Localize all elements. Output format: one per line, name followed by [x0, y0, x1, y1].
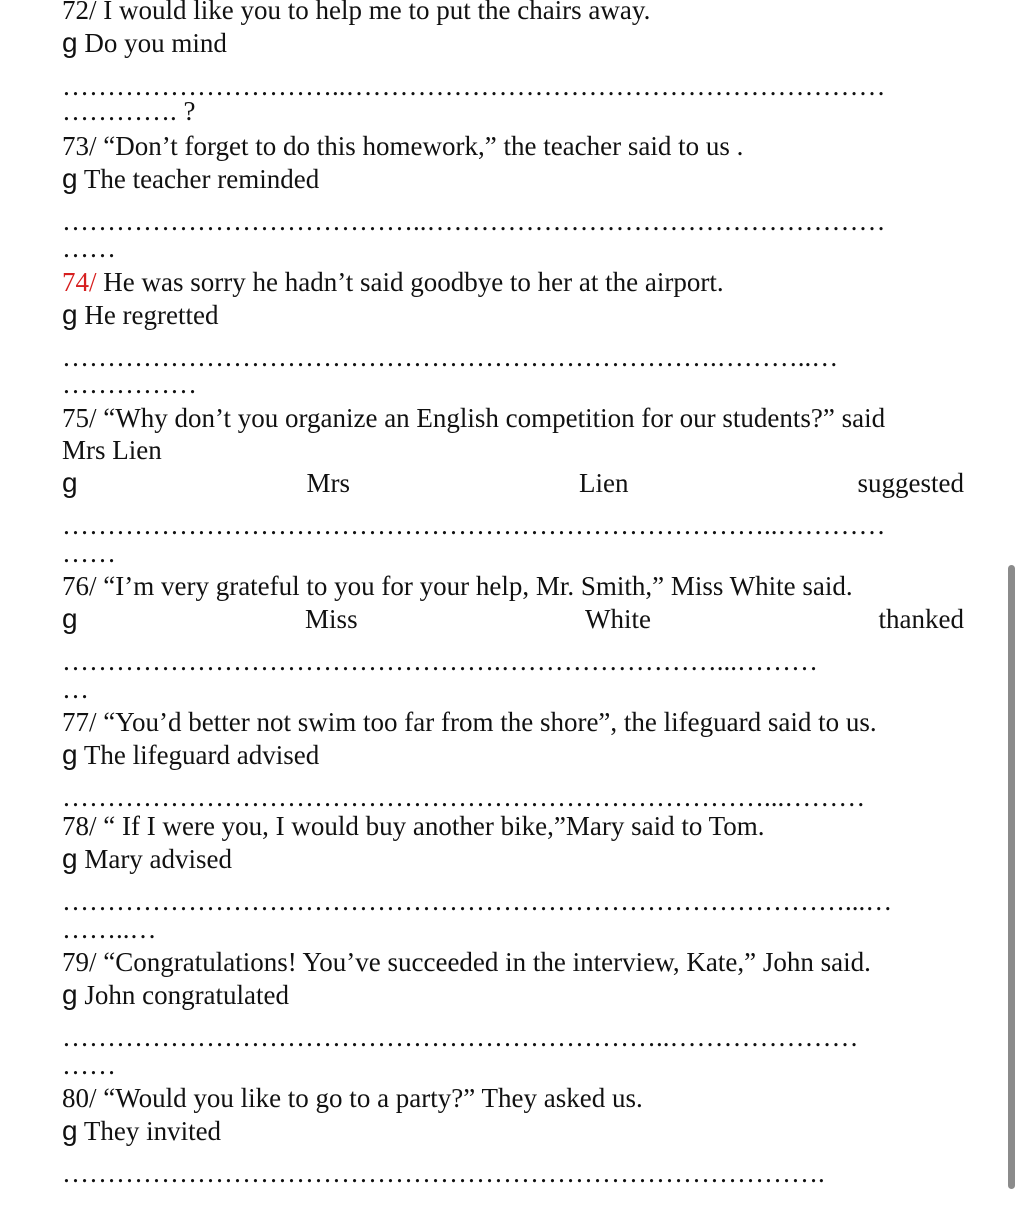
prompt-text: “Congratulations! You’ve succeeded in the interview, Kate,” John said. [103, 947, 871, 977]
exercise-number: 72/ [62, 0, 97, 25]
exercise-number: 73/ [62, 131, 97, 161]
prompt-text: “You’d better not swim too far from the shore”, the lifeguard said to us. [103, 707, 877, 737]
starter-text: The lifeguard advised [83, 740, 320, 770]
starter-text: The teacher reminded [83, 164, 320, 194]
rewrite-starter [62, 603, 964, 635]
answer-line[interactable]: ……………………………………………………………….………..… [62, 342, 839, 372]
exercise-prompt [62, 810, 962, 842]
answer-line-continuation[interactable]: ……..… [62, 914, 157, 944]
answer-line-continuation[interactable]: …… [62, 538, 116, 568]
arrow-icon: g [62, 299, 78, 330]
answer-line-continuation[interactable]: …………. ? [62, 96, 196, 126]
starter-text: Do you mind [84, 28, 227, 58]
starter-text: They invited [83, 1116, 222, 1146]
starter-word: Mrs [306, 468, 351, 498]
exercise-number: 78/ [62, 811, 97, 841]
arrow-icon: g [62, 163, 78, 194]
arrow-icon: g [62, 1115, 78, 1146]
prompt-text: He was sorry he hadn’t said goodbye to her at the airport. [103, 267, 724, 297]
arrow-icon: g [62, 979, 78, 1010]
exercise-prompt [62, 0, 962, 26]
exercise-number: 77/ [62, 707, 97, 737]
rewrite-starter [62, 467, 964, 499]
answer-line[interactable]: ……………………………………………………………………..………… [62, 510, 886, 540]
exercise-prompt [62, 946, 962, 978]
starter-word: White [585, 604, 652, 634]
starter-text: Mary advised [84, 844, 233, 874]
rewrite-starter [62, 979, 962, 1011]
starter-text: John congratulated [84, 980, 290, 1010]
arrow-icon: g [62, 603, 78, 634]
vertical-scrollbar[interactable] [1008, 565, 1015, 1189]
answer-line[interactable]: ……………………………………………………………………………...… [62, 886, 893, 916]
exercise-prompt [62, 266, 962, 298]
starter-word: thanked [878, 604, 964, 634]
answer-line[interactable]: …………………………………………………………..………………… [62, 1022, 859, 1052]
answer-line-continuation[interactable]: …… [62, 233, 116, 263]
exercise-prompt [62, 706, 962, 738]
starter-word: Lien [579, 468, 629, 498]
rewrite-starter [62, 739, 962, 771]
starter-text: He regretted [84, 300, 219, 330]
rewrite-starter [62, 27, 962, 59]
prompt-text: “Would you like to go to a party?” They asked us. [103, 1083, 643, 1113]
answer-line[interactable]: ……………………………………………………………………...……… [62, 782, 866, 812]
arrow-icon: g [62, 467, 78, 498]
starter-word: suggested [857, 468, 964, 498]
exercise-number: 76/ [62, 571, 97, 601]
rewrite-starter [62, 843, 962, 875]
prompt-text: “Don’t forget to do this homework,” the teacher said to us . [103, 131, 744, 161]
arrow-icon: g [62, 843, 78, 874]
exercise-prompt [62, 402, 962, 434]
exercise-number: 79/ [62, 947, 97, 977]
starter-word: Miss [305, 604, 358, 634]
exercise-prompt [62, 570, 962, 602]
exercise-number: 74/ [62, 267, 97, 297]
prompt-text: “Why don’t you organize an English competition for our students?” said [103, 403, 886, 433]
answer-line[interactable]: …………………………..…………………………………………………… [62, 71, 886, 101]
answer-line[interactable]: …………………………………..…………………………………………… [62, 206, 886, 236]
prompt-text: “ If I were you, I would buy another bike,”Mary said to Tom. [103, 811, 765, 841]
rewrite-starter [62, 163, 962, 195]
exercise-number: 80/ [62, 1083, 97, 1113]
rewrite-starter [62, 1115, 962, 1147]
exercise-prompt [62, 130, 962, 162]
prompt-text: I would like you to help me to put the chairs away. [103, 0, 651, 25]
answer-line-continuation[interactable]: …………… [62, 369, 197, 399]
exercise-number: 75/ [62, 403, 97, 433]
answer-line-continuation[interactable]: …… [62, 1050, 116, 1080]
answer-line[interactable]: …………………………………………………………………………. [62, 1158, 825, 1188]
rewrite-starter [62, 299, 962, 331]
arrow-icon: g [62, 27, 78, 58]
answer-line[interactable]: ………………………………………….……………………...……… [62, 646, 818, 676]
exercise-prompt-continuation: Mrs Lien [62, 435, 162, 465]
exercise-prompt [62, 1082, 962, 1114]
answer-line-continuation[interactable]: … [62, 674, 89, 704]
prompt-text: “I’m very grateful to you for your help, Mr. Smith,” Miss White said. [103, 571, 853, 601]
arrow-icon: g [62, 739, 78, 770]
